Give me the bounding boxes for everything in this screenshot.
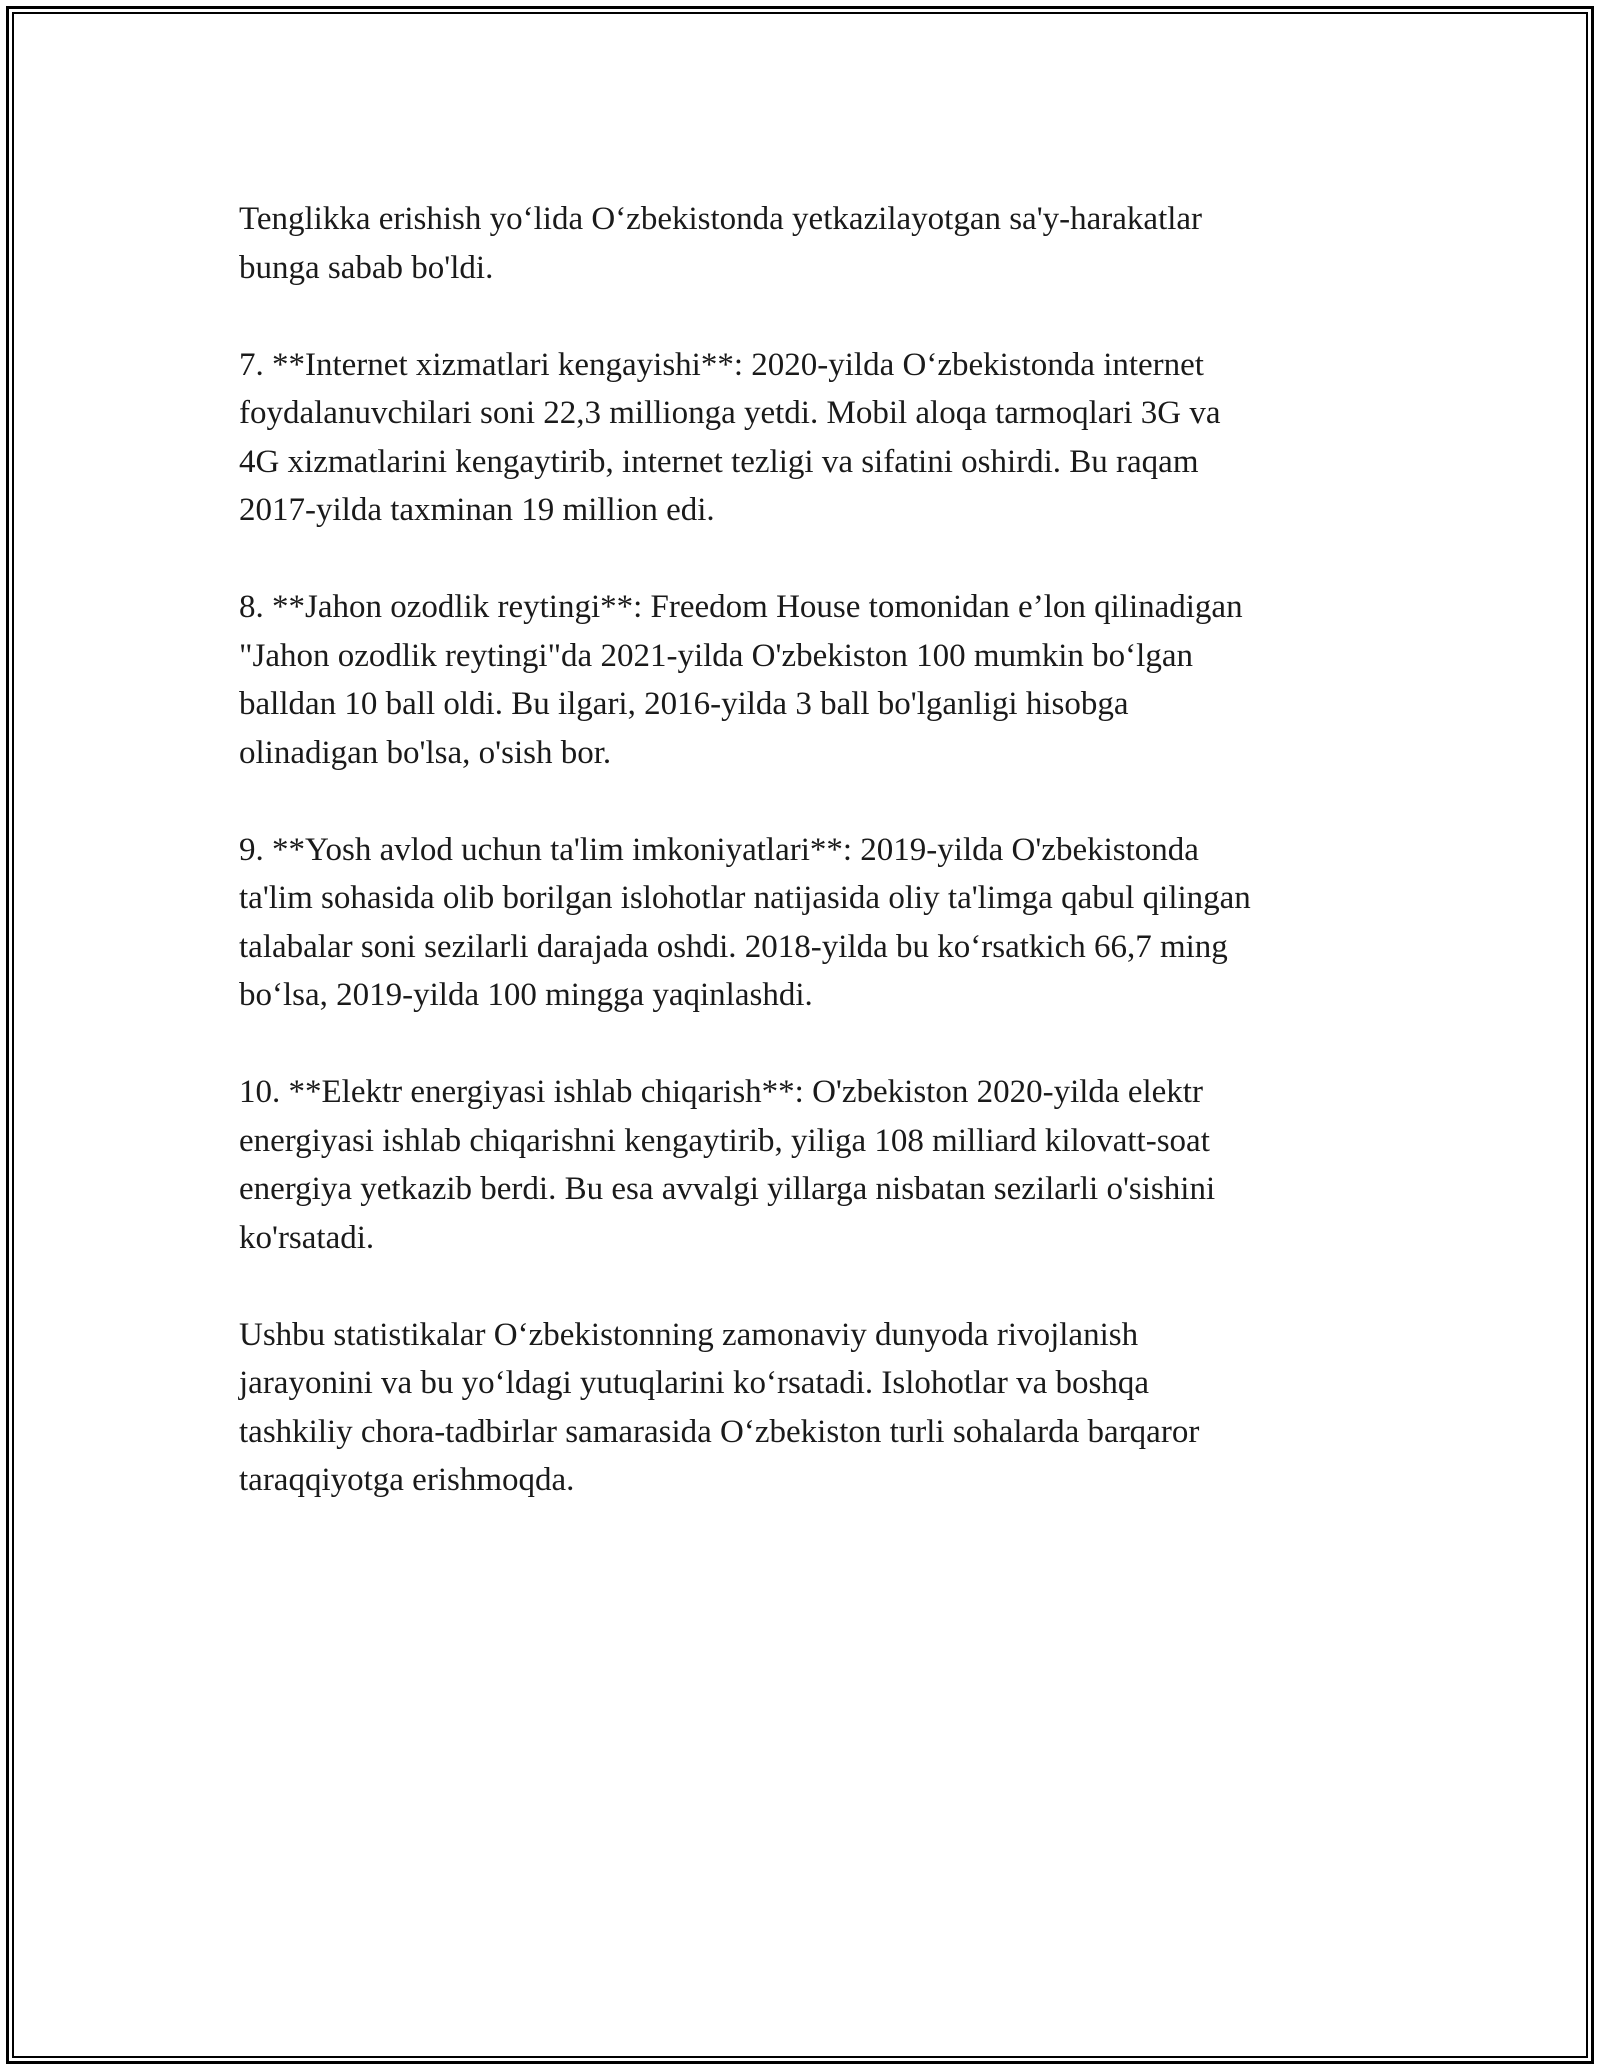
paragraph-conclusion: Ushbu statistikalar O‘zbekistonning zamonaviy dunyoda rivojlanish jarayonini va bu yo‘ldagi yutuqlarini ko‘rsatadi. Islohotlar va boshqa tashkiliy chora-tadbirlar samarasida O‘zbekiston turli sohalarda barqaror taraqqiyotga erishmoqda. bbox=[239, 1316, 1200, 1498]
page-frame bbox=[6, 6, 1594, 2064]
paragraph-electricity: 10. **Elektr energiyasi ishlab chiqarish**: O'zbekiston 2020-yilda elektr energiyasi ishlab chiqarishni kengaytirib, yiliga 108 milliard kilovatt-soat energiya yetkazib berdi. Bu esa avvalgi yillarga nisbatan sezilarli o'sishini ko'rsatadi. bbox=[239, 1074, 1216, 1256]
paragraph-intro: Tenglikka erishish yo‘lida O‘zbekistonda yetkazilayotgan sa'y-harakatlar bunga sabab bo'ldi. bbox=[239, 201, 1203, 286]
document-body bbox=[239, 195, 1409, 1553]
paragraph-internet-services: 7. **Internet xizmatlari kengayishi**: 2020-yilda O‘zbekistonda internet foydalanuvchilari soni 22,3 millionga yetdi. Mobil aloqa tarmoqlari 3G va 4G xizmatlarini kengaytirib, internet tezligi va sifatini oshirdi. Bu raqam 2017-yilda taxminan 19 million edi. bbox=[239, 346, 1221, 528]
paragraph-education: 9. **Yosh avlod uchun ta'lim imkoniyatlari**: 2019-yilda O'zbekistonda ta'lim sohasida olib borilgan islohotlar natijasida oliy ta'limga qabul qilingan talabalar soni sezilarli darajada oshdi. 2018-yilda bu ko‘rsatkich 66,7 ming bo‘lsa, 2019-yilda 100 mingga yaqinlashdi. bbox=[239, 831, 1251, 1013]
paragraph-freedom-rating: 8. **Jahon ozodlik reytingi**: Freedom House tomonidan e’lon qilinadigan "Jahon ozodlik reytingi"da 2021-yilda O'zbekiston 100 mumkin bo‘lgan balldan 10 ball oldi. Bu ilgari, 2016-yilda 3 ball bo'lganligi hisobga olinadigan bo'lsa, o'sish bor. bbox=[239, 589, 1243, 771]
